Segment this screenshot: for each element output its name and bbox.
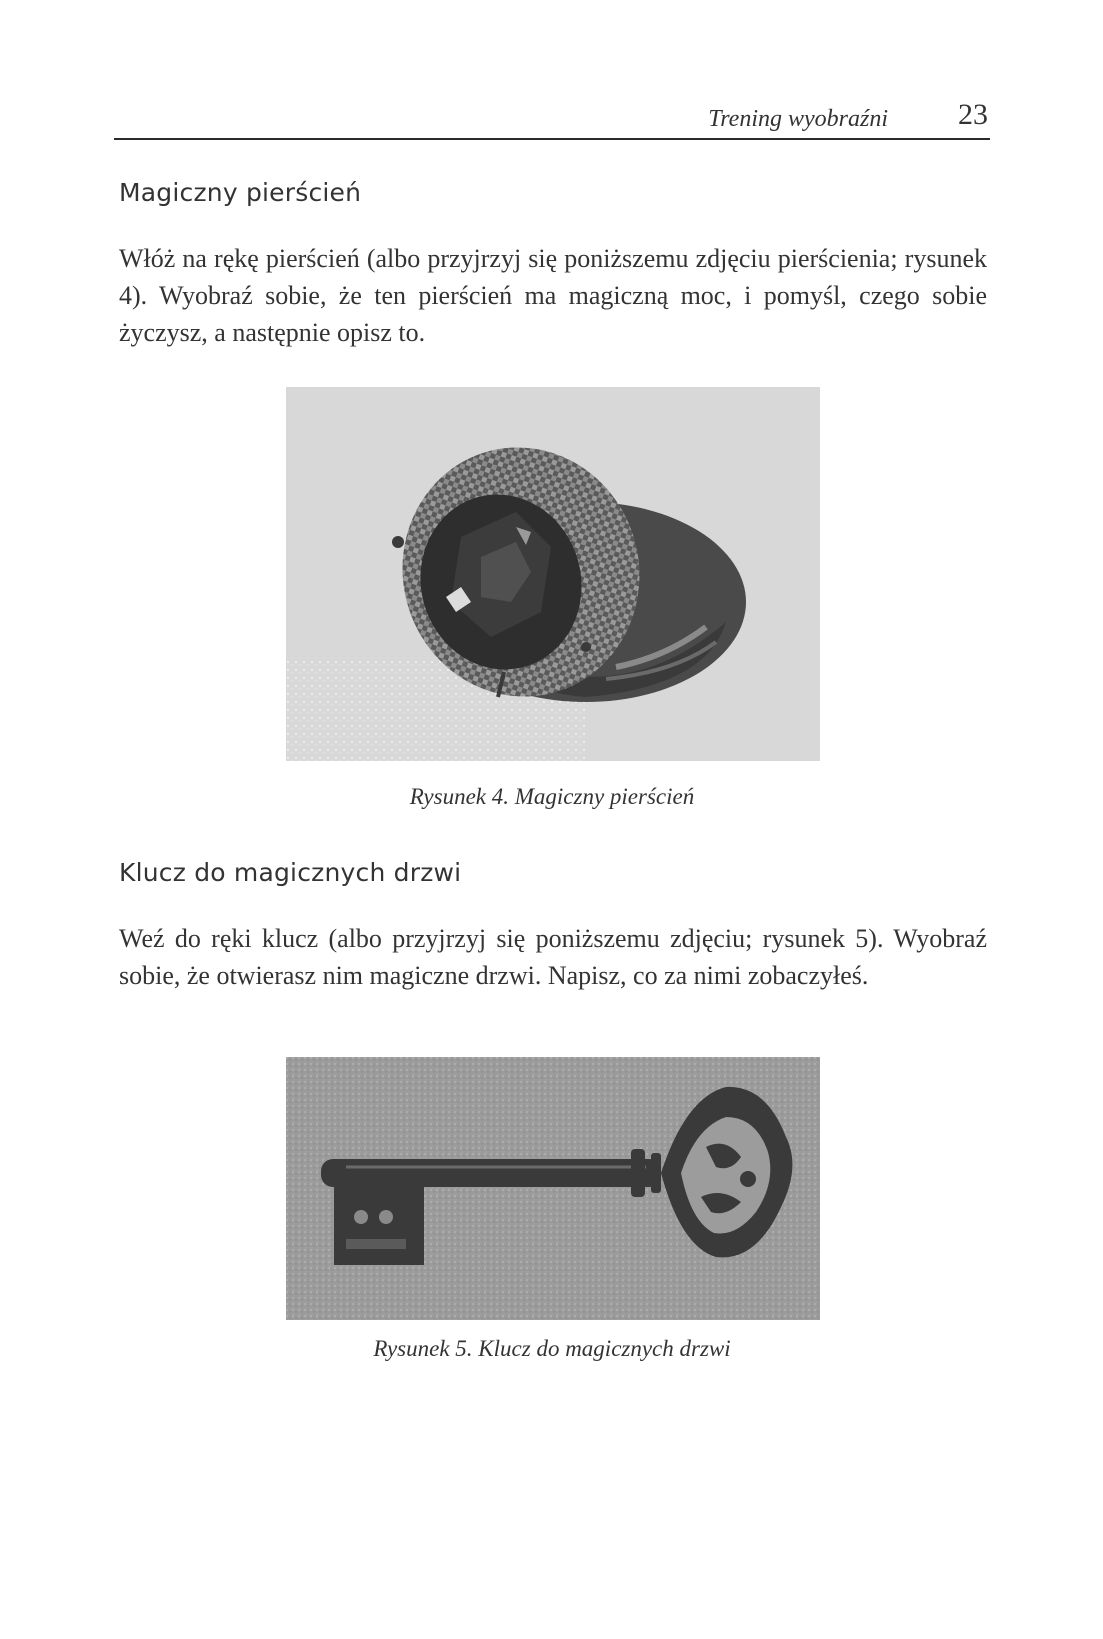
paragraph-key: Weź do ręki klucz (albo przyjrzyj się poniższemu zdjęciu; rysunek 5). Wyobraź sobie, że otwierasz nim magiczne drzwi. Napisz, co za nimi zobaczyłeś.: [119, 924, 987, 990]
running-header: [114, 96, 990, 140]
figure-ring-photo: [286, 387, 820, 761]
figure-key-photo: [286, 1057, 820, 1320]
section-heading-key: Klucz do magicznych drzwi: [119, 858, 462, 887]
figure-caption-ring: Rysunek 4. Magiczny pierścień: [409, 784, 695, 809]
figure-caption-key: Rysunek 5. Klucz do magicznych drzwi: [373, 1336, 731, 1361]
paragraph-ring: Włóż na rękę pierścień (albo przyjrzyj się poniższemu zdjęciu pierścienia; rysunek 4). Wyobraź sobie, że ten pierścień ma magiczną moc, i pomyśl, czego sobie życzysz, a następnie opisz to.: [119, 244, 987, 347]
page-number: 23: [958, 98, 988, 131]
key-illustration: [286, 1057, 820, 1320]
header-title: Trening wyobraźni: [708, 106, 888, 132]
ring-illustration: [286, 387, 820, 761]
section-heading-ring: Magiczny pierścień: [119, 178, 362, 207]
